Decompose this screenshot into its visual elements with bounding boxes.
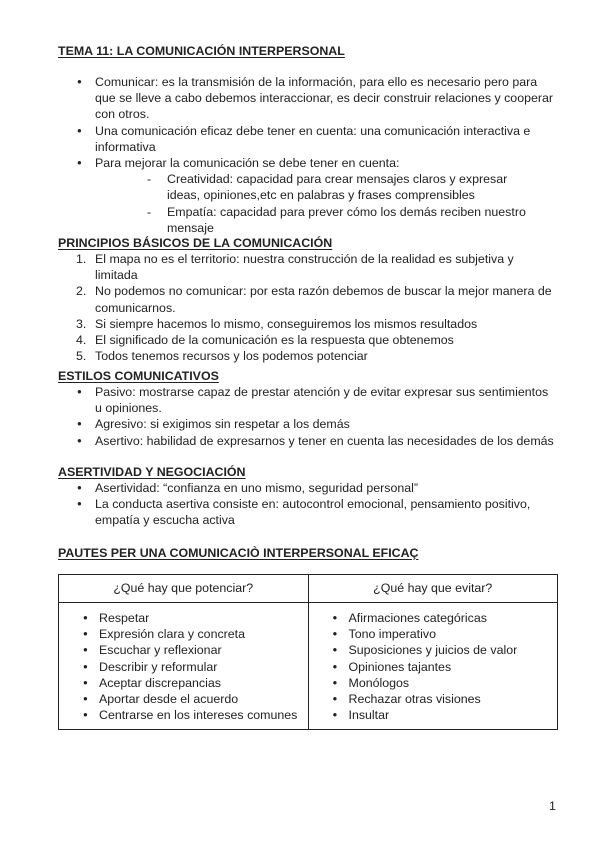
list-item: ● Centrarse en los intereses comunes <box>59 707 308 723</box>
item-text: El significado de la comunicación es la respuesta que obtenemos <box>95 333 454 348</box>
list-item: ● Asertivo: habilidad de expresarnos y tener en cuenta las necesidades de los demás <box>58 433 558 449</box>
list-item: ● Expresión clara y concreta <box>59 626 308 642</box>
list-item: ● Asertividad: “confianza en uno mismo, seguridad personal” <box>58 480 558 496</box>
list-item <box>58 251 558 283</box>
section-title-pautes: PAUTES PER UNA COMUNICACIÒ INTERPERSONAL EFICAÇ <box>58 546 419 560</box>
list-item: ● Agresivo: si exigimos sin respetar a los demás <box>58 416 558 432</box>
col-header-evitar: ¿Qué hay que evitar? <box>308 575 558 603</box>
list-item <box>58 283 558 315</box>
list-item: ● Monólogos <box>309 675 558 691</box>
communication-list <box>58 74 558 236</box>
section-title-tema: TEMA 11: LA COMUNICACIÓN INTERPERSONAL <box>58 44 345 58</box>
list-item: ● Pasivo: mostrarse capaz de prestar atención y de evitar expresar sus sentimientos u opiniones. <box>58 384 558 416</box>
sub-list-item: - Creatividad: capacidad para crear mensajes claros y expresar ideas, opiniones,etc en palabras y frases comprensibles <box>95 171 558 203</box>
list-item: ● Aportar desde el acuerdo <box>59 691 308 707</box>
list-item <box>58 332 558 348</box>
item-text: El mapa no es el territorio: nuestra construcción de la realidad es subjetiva y limitada <box>95 252 514 283</box>
list-item <box>58 155 558 236</box>
styles-list <box>58 384 558 449</box>
principles-list <box>58 251 558 364</box>
item-number: 5. <box>76 349 87 364</box>
section-title-principios: PRINCIPIOS BÁSICOS DE LA COMUNICACIÓN <box>58 236 333 250</box>
list-item: ● Rechazar otras visiones <box>309 691 558 707</box>
table-row <box>59 603 558 730</box>
assertiveness-list <box>58 480 558 529</box>
table-header-row <box>59 575 558 603</box>
item-number: 3. <box>76 316 87 331</box>
list-item: ● Describir y reformular <box>59 659 308 675</box>
item-number: 4. <box>76 333 87 348</box>
item-text: No podemos no comunicar: por esta razón debemos de buscar la mejor manera de comunicarnos. <box>95 284 552 315</box>
list-item: ● Respetar <box>59 610 308 626</box>
list-item-text: Para mejorar la comunicación se debe tener en cuenta: <box>95 156 400 171</box>
potenciar-list <box>59 610 308 723</box>
potenciar-cell <box>59 603 309 730</box>
list-item <box>58 316 558 332</box>
evitar-list <box>309 610 558 723</box>
list-item: ● Una comunicación eficaz debe tener en cuenta: una comunicación interactiva e informativa <box>58 123 558 155</box>
guidelines-table <box>58 574 558 730</box>
item-number: 1. <box>76 252 87 266</box>
page-number: 1 <box>549 799 556 813</box>
sub-list <box>95 171 558 236</box>
list-item: ● Afirmaciones categóricas <box>309 610 558 626</box>
section-title-estilos: ESTILOS COMUNICATIVOS <box>58 369 219 383</box>
sub-list-item: - Empatía: capacidad para prever cómo los demás reciben nuestro mensaje <box>95 204 558 236</box>
list-item: ● La conducta asertiva consiste en: autocontrol emocional, pensamiento positivo, empatía y escucha activa <box>58 496 558 528</box>
list-item: ● Opiniones tajantes <box>309 659 558 675</box>
item-text: Si siempre hacemos lo mismo, conseguiremos los mismos resultados <box>95 316 478 331</box>
list-item: ● Comunicar: es la transmisión de la información, para ello es necesario pero para que se lleve a cabo debemos interaccionar, es decir construir relaciones y cooperar con otros. <box>58 74 558 123</box>
list-item: ● Tono imperativo <box>309 626 558 642</box>
list-item: ● Aceptar discrepancias <box>59 675 308 691</box>
section-title-asertividad: ASERTIVIDAD Y NEGOCIACIÓN <box>58 465 246 479</box>
list-item: ● Insultar <box>309 707 558 723</box>
item-text: Todos tenemos recursos y los podemos potenciar <box>95 349 368 364</box>
item-number: 2. <box>76 284 87 299</box>
col-header-potenciar: ¿Qué hay que potenciar? <box>59 575 309 603</box>
list-item <box>58 348 558 364</box>
list-item: ● Suposiciones y juicios de valor <box>309 642 558 658</box>
list-item: ● Escuchar y reflexionar <box>59 642 308 658</box>
evitar-cell <box>308 603 558 730</box>
